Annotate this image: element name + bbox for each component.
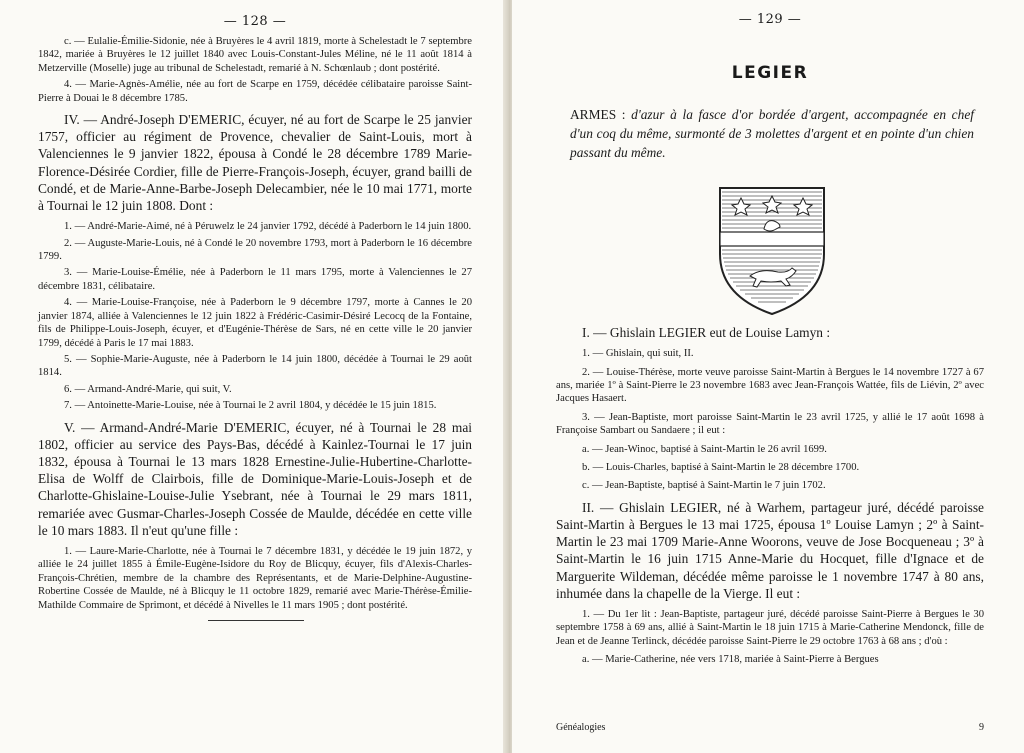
child-ii-1: 1. — Du 1er lit : Jean-Baptiste, partageur juré, décédé paroisse Saint-Pierre à Bergues le 30 septembre 1758 à 69 ans, allié à Saint-Martin le 18 juin 1715 à Marie-Catherine Mendonck, fille de Jean et de Jeanne Terlinck, décédée paroisse Saint-Pierre le 29 octobre 1763 à 68 ans ; d'où : — [556, 609, 984, 647]
child-iv-6: 6. — Armand-André-Marie, qui suit, V. — [64, 383, 232, 395]
grandchild-i-a: a. — Jean-Winoc, baptisé à Saint-Martin le 26 avril 1699. — [582, 443, 827, 455]
footer-signature: Généalogies — [556, 722, 606, 733]
coat-of-arms-icon — [716, 184, 828, 318]
left-page — [0, 0, 506, 753]
child-i-3: 3. — Jean-Baptiste, mort paroisse Saint-Martin le 23 avril 1725, y allié le 17 août 1698 à Françoise Sambart ou Sandaere ; il eut : — [556, 411, 984, 437]
child-iv-7: 7. — Antoinette-Marie-Louise, née à Tournai le 2 avril 1804, y décédée le 15 juin 1815. — [64, 400, 437, 412]
end-rule — [208, 620, 304, 621]
right-page — [512, 0, 1024, 753]
entry-4: 4. — Marie-Agnès-Amélie, née au fort de Scarpe en 1759, décédée célibataire paroisse Saint-Pierre à Douai le 8 décembre 1785. — [38, 79, 472, 104]
generation-i: I. — Ghislain LEGIER eut de Louise Lamyn : — [582, 325, 831, 340]
generation-iv: IV. — André-Joseph D'EMERIC, écuyer, né au fort de Scarpe le 25 janvier 1757, officier au régiment de Provence, chevalier de Saint-Louis, mort à Valenciennes le 9 janvier 1822, épousa à Condé le 28 décembre 1789 Marie-Florence-Désirée Cordier, fille de Pierre-François-Joseph, écuyer, grand bailli de Condé, et de Marie-Anne-Barbe-Joseph Delecambier, née le 10 mai 1771, morte à Tournai le 12 juin 1808. Dont : — [38, 112, 472, 214]
child-i-1: 1. — Ghislain, qui suit, II. — [582, 348, 694, 360]
child-i-2: 2. — Louise-Thérèse, morte veuve paroisse Saint-Martin à Bergues le 14 novembre 1727 à 67 ans, mariée 1º à Saint-Pierre le 23 novembre 1683 avec Jean-François Wattée, fils de Liévin, 2º avec Jacques Hasaert. — [556, 366, 984, 405]
generation-v: V. — Armand-André-Marie D'EMERIC, écuyer, né à Tournai le 28 mai 1802, officier au service des Pays-Bas, décédé à Kainlez-Tournai le 17 juin 1832, épousa à Tournai le 13 mars 1828 Ernestine-Julie-Hubertine-Charlotte-Elisa de Wolff de Clairbois, fille de Dominique-Marie-Louis-Joseph et de Charlotte-Ghislaine-Louise-Julie Ysebrant, née à Tournai le 29 mars 1811, remariée avec Gusmar-Charles-Joseph Cossée de Maulde, décédée en cette ville le 10 mars 1883. Il n'eut qu'une fille : — [38, 419, 472, 538]
entry-c: c. — Eulalie-Émilie-Sidonie, née à Bruyères le 4 avril 1819, morte à Schelestadt le 7 septembre 1842, mariée à Bruyères le 12 juillet 1840 avec Louis-Constant-Jules Méline, né le 11 août 1814 à Metzerville (Moselle) juge au tribunal de Schelestadt, remarié à N. Schœnlaub ; dont postérité. — [38, 36, 472, 74]
armes-text: d'azur à la fasce d'or bordée d'argent, accompagnée en chef d'un coq du même, surmonté de 3 molettes d'argent et en pointe d'un chien passant du même. — [570, 107, 974, 160]
page-footer — [556, 722, 984, 733]
grandchild-i-b: b. — Louis-Charles, baptisé à Saint-Martin le 28 décembre 1700. — [582, 462, 860, 474]
child-iv-1: 1. — André-Marie-Aimé, né à Péruwelz le 24 janvier 1792, décédé à Paderborn le 14 juin 1800. — [64, 221, 472, 233]
family-title: LEGIER — [731, 63, 809, 83]
child-v-1: 1. — Laure-Marie-Charlotte, née à Tournai le 7 décembre 1831, y décédée le 19 juin 1872, y alliée le 24 juillet 1855 à Émile-Eugène-Isidore du Roy de Blicquy, écuyer, fils d'Alexis-Charles-François-Chrétien, membre de la chambre des Représentants, et de Marie-Delphine-Augustine-Robertine Cossée de Maulde, né à Blicquy le 11 octobre 1829, remarié avec Marie-Thérèse-Émilie-Mathilde Commaire de Sprimont, et décédé à Nivelles le 11 mars 1905 ; dont postérité. — [38, 545, 472, 611]
child-iv-2: 2. — Auguste-Marie-Louis, né à Condé le 20 novembre 1793, mort à Paderborn le 16 décembre 1799. — [38, 237, 472, 263]
left-page-number: — 128 — — [223, 14, 287, 29]
child-iv-3: 3. — Marie-Louise-Émélie, née à Paderborn le 11 mars 1795, morte à Valenciennes le 27 décembre 1831, célibataire. — [38, 267, 472, 292]
child-iv-5: 5. — Sophie-Marie-Auguste, née à Paderborn le 14 juin 1800, décédée à Tournai le 29 août 1814. — [38, 353, 472, 379]
generation-ii: II. — Ghislain LEGIER, né à Warhem, partageur juré, décédé paroisse Saint-Martin à Bergues le 13 mai 1725, épousa 1º Louise Lamyn ; 2º à Saint-Martin le 23 mai 1709 Marie-Anne Woorons, veuve de Jose Bocqueneau ; 3º à Saint-Martin le 16 juin 1715 Anne-Marie du Hocquet, fille d'Ignace et de Marguerite Wildeman, décédée même paroisse le 1 novembre 1747 à 80 ans, inhumée dans la chapelle de la Vierge. Il eut : — [556, 499, 984, 601]
armes-label: ARMES : — [570, 107, 626, 122]
child-iv-4: 4. — Marie-Louise-Françoise, née à Paderborn le 9 décembre 1797, morte à Cannes le 20 janvier 1874, alliée à Valenciennes le 12 juin 1822 à Frédéric-Casimir-Désiré Lecocq de la Fontaine, fils de Philippe-Louis-Joseph, écuyer, et d'Eugénie-Thérèse de Sars, né en cette ville le 20 janvier 1799, décédé à Paris le 17 mai 1883. — [38, 297, 472, 349]
footer-sheet-number: 9 — [979, 722, 984, 733]
grandchild-i-c: c. — Jean-Baptiste, baptisé à Saint-Martin le 7 juin 1702. — [582, 480, 826, 492]
armes-blazon — [570, 105, 974, 162]
grandchild-ii-a: a. — Marie-Catherine, née vers 1718, mariée à Saint-Pierre à Bergues — [582, 654, 879, 666]
right-page-number: — 129 — — [738, 12, 802, 27]
